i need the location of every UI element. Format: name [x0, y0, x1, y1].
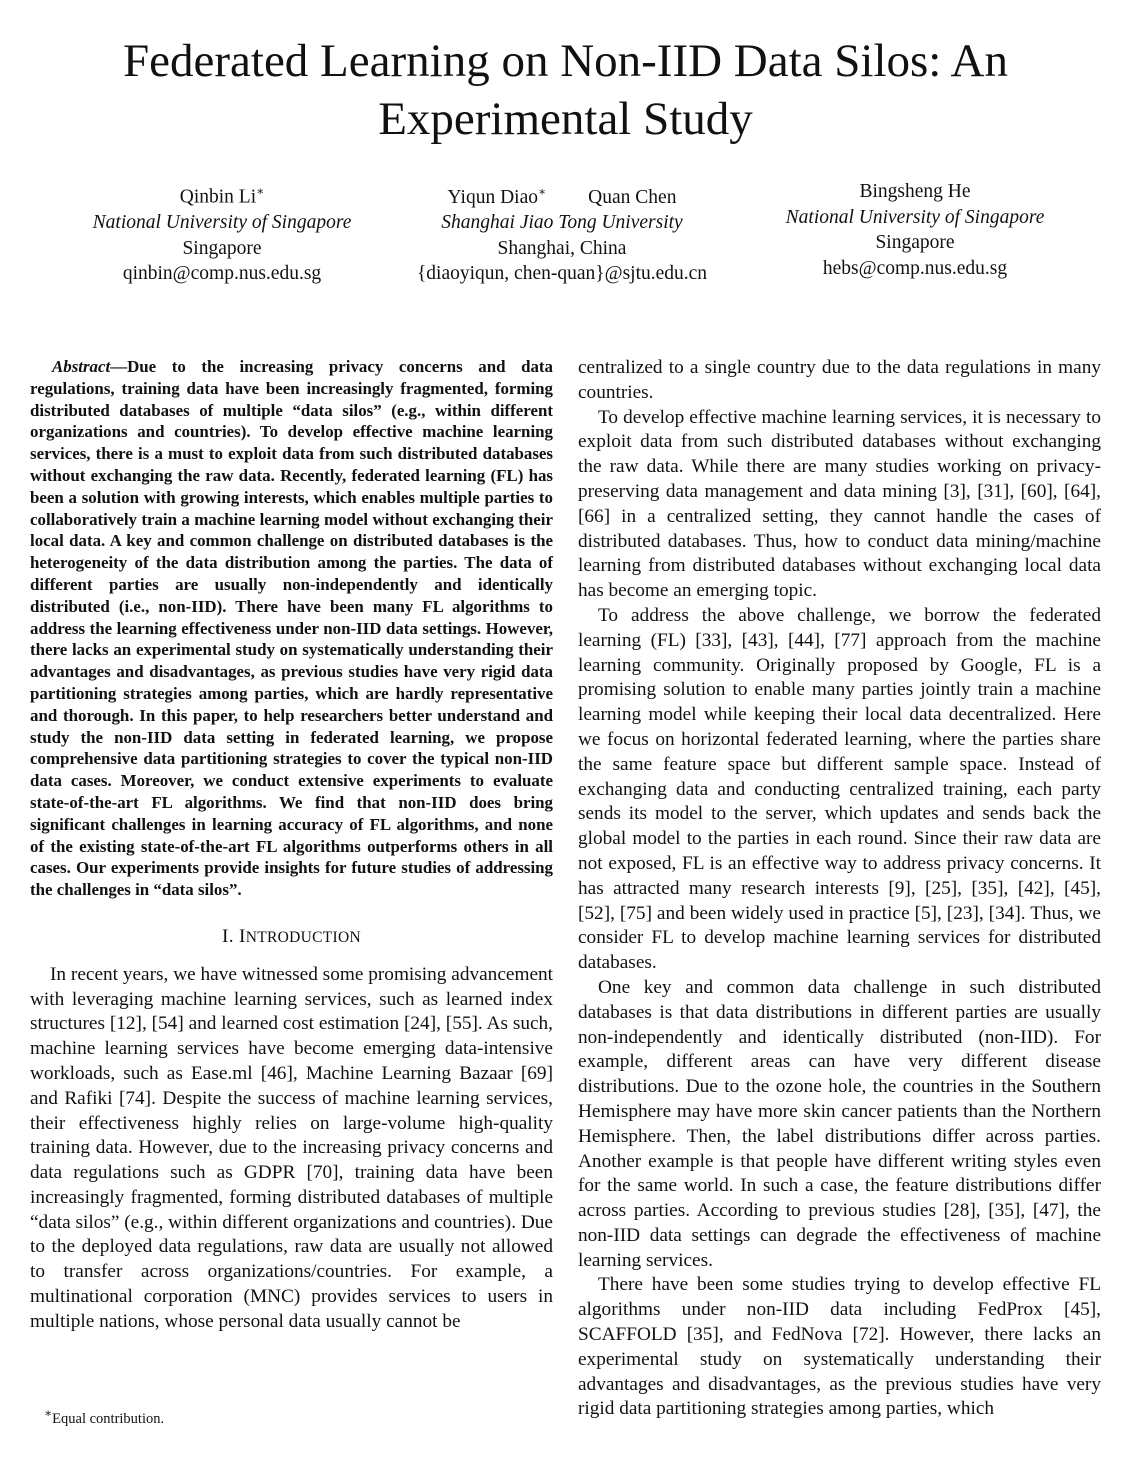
author-location: Shanghai, China — [497, 237, 627, 259]
paragraph: There have been some studies trying to develop effective FL algorithms under non-IID data including FedProx [45], SCAFFOLD [35], and FedNova [72]. However, there lacks an experimental study on systematically understanding their advantages and disadvantages, as the previous studies have very rigid data partitioning strategies among parties, which — [578, 1274, 1101, 1420]
abstract-text: —Due to the increasing privacy concerns and data regulations, training data have been increasingly fragmented, forming distributed databases of multiple “data silos” (e.g., within different organizations and countries). To develop effective machine learning services, there is a must to exploit data from such distributed databases without exchanging the raw data. Recently, federated learning (FL) has been a solution with growing interests, which enables multiple parties to collaboratively train a machine learning model without exchanging their local data. A key and common challenge on distributed databases is the heterogeneity of the data distribution among the parties. The data of different parties are usually non-independently and identically distributed (i.e., non-IID). There have been many FL algorithms to address the learning effectiveness under non-IID data settings. However, there lacks an experimental study on systematically understanding their advantages and disadvantages, as previous studies have very rigid data partitioning strategies among parties, which are hardly representative and thorough. In this paper, to help researchers better understand and study the non-IID data setting in federated learning, we propose comprehensive data partitioning strategies to cover the typical non-IID data cases. Moreover, we conduct extensive experiments to evaluate state-of-the-art FL algorithms. We find that non-IID does bring significant challenges in learning accuracy of FL algorithms, and none of the existing state-of-the-art FL algorithms outperforms others in all cases. Our experiments provide insights for future studies of addressing the challenges in “data silos”. — [30, 357, 553, 900]
abstract-label: Abstract — [52, 357, 111, 376]
author-affiliation: National University of Singapore — [785, 206, 1045, 228]
author-name: Yiqun Diao — [447, 186, 539, 208]
footnote — [44, 1406, 164, 1428]
paragraph: In recent years, we have witnessed some promising advancement with leveraging machine learning services, such as learned index structures [12], [54] and learned cost estimation [24], [55]. As such, machine learning services have become emerging data-intensive workloads, such as Ease.ml [46], Machine Learning Bazaar [69] and Rafiki [74]. Despite the success of machine learning services, their effectiveness highly relies on large-volume high-quality training data. However, due to the increasing privacy concerns and data regulations such as GDPR [70], training data have been increasingly fragmented, forming distributed databases of multiple “data silos” (e.g., within different organizations and countries). Due to the deployed data regulations, raw data are usually not allowed to transfer across organizations/countries. For example, a multinational corporation (MNC) provides services to users in multiple nations, whose personal data usually cannot be — [30, 963, 553, 1332]
paper-title: Federated Learning on Non-IID Data Silos: An Experimental Study — [123, 35, 1008, 145]
author-affiliation: Shanghai Jiao Tong University — [441, 212, 683, 233]
right-column — [578, 356, 1101, 1422]
section-title-rest: NTRODUCTION — [245, 928, 361, 946]
paragraph: One key and common data challenge in such distributed databases is that data distributions in different parties are usually non-independently and identically distributed (non-IID). For example, different areas can have very different disease distributions. Due to the ozone hole, the countries in the Southern Hemisphere may have more skin cancer patients than the Northern Hemisphere. Then, the label distributions differ across parties. Another example is that people have different writing styles even for the same world. In such a case, the feature distributions differ across parties. According to previous studies [28], [35], [47], the non-IID data settings can degrade the effectiveness of machine learning services. — [578, 976, 1101, 1271]
author-location: Singapore — [875, 232, 955, 253]
section-number: I. — [222, 925, 234, 947]
author-name: Bingsheng He — [859, 181, 971, 202]
author-2 — [402, 179, 722, 287]
paragraph: centralized to a single country due to the data regulations in many countries. — [578, 357, 1101, 403]
author-name-line — [448, 179, 677, 210]
paragraph: To develop effective machine learning services, it is necessary to exploit data from such distributed databases without exchanging the raw data. While there are many studies working on privacy-preserving data management and data mining [3], [31], [60], [64], [66] in a centralized setting, they cannot handle the cases of distributed databases. Thus, how to conduct data mining/machine learning from distributed databases without exchanging local data has become an emerging topic. — [578, 406, 1101, 602]
author-email: qinbin@comp.nus.edu.sg — [122, 263, 322, 284]
author-affiliation: National University of Singapore — [92, 212, 352, 233]
author-email: {diaoyiqun, chen-quan}@sjtu.edu.cn — [416, 263, 708, 284]
section-heading-introduction — [30, 925, 553, 951]
author-name-pair — [447, 184, 547, 208]
left-column — [30, 356, 553, 1335]
author-1 — [64, 179, 380, 287]
author-3 — [757, 179, 1073, 281]
author-location: Singapore — [182, 237, 262, 259]
author-name: Quan Chen — [588, 186, 677, 208]
section-initial: I — [238, 925, 246, 947]
author-email: hebs@comp.nus.edu.sg — [822, 257, 1008, 279]
paragraph: To address the above challenge, we borrow the federated learning (FL) [33], [43], [44], [77] approach from the machine learning community. Originally proposed by Google, FL is a promising solution to enable many parties jointly train a machine learning model while keeping their local data decentralized. Here we focus on horizontal federated learning, where the parties share the same feature space but different sample space. Instead of exchanging data and conducting centralized training, each party sends its model to the server, which updates and sends back the global model to the parties in each round. Since their raw data are not exposed, FL is an effective way to address privacy concerns. It has attracted many research interests [9], [25], [35], [42], [45], [52], [75] and been widely used in practice [5], [23], [34]. Thus, we consider FL to develop machine learning services for distributed databases. — [578, 604, 1101, 974]
footnote-mark: ∗ — [44, 1406, 53, 1420]
equal-contribution-mark: ∗ — [538, 184, 547, 198]
equal-contribution-mark: ∗ — [256, 184, 265, 198]
abstract — [30, 356, 553, 901]
footnote-text: Equal contribution. — [52, 1410, 165, 1427]
author-name: Qinbin Li — [179, 186, 257, 208]
author-name-line — [64, 179, 380, 210]
